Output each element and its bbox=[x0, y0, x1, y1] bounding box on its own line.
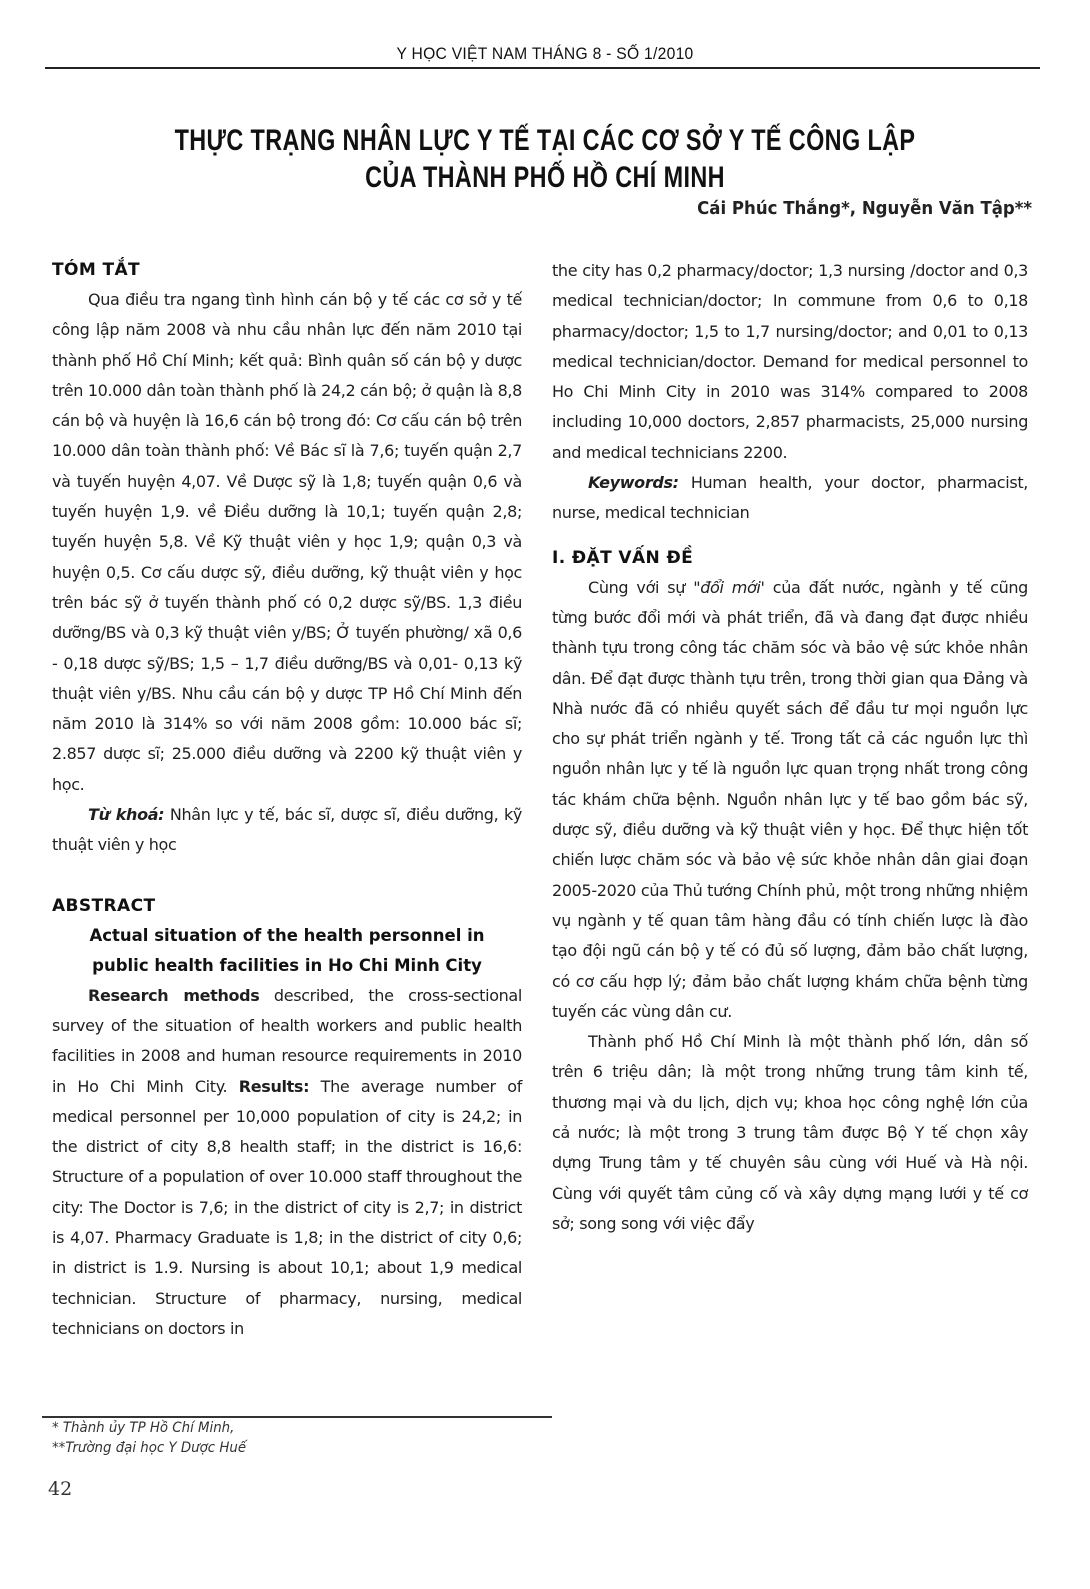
header-rule bbox=[45, 67, 1040, 69]
footnote-2: **Trường đại học Y Dược Huế bbox=[52, 1440, 247, 1456]
section-1-p1-italic: đổi mới' bbox=[700, 577, 765, 597]
abstract-title-line-1: Actual situation of the health personnel in bbox=[89, 925, 485, 945]
section-1-heading: I. ĐẶT VẤN ĐỀ bbox=[552, 547, 694, 568]
abstract-methods-label: Research methods bbox=[88, 985, 260, 1005]
abstract-keywords-text: Human health, your doctor, pharmacist, nurse, medical technician bbox=[552, 473, 1028, 523]
tom-tat-keywords-label: Từ khoá: bbox=[88, 805, 165, 825]
abstract-results-text: The average number of medical personnel per 10,000 population of city is 24,2; in the district of city 8,8 health staff; in the district is 16,6: Structure of a population of over 10.000 staff throughout the city: The Doctor is 7,6; in the district of city is 2,7; in district is 4,07. Pharmacy Graduate is 1,8; in the district of city 0,6; in district is 1.9. Nursing is about 10,1; about 1,9 medical technician. Structure of pharmacy, nursing, medical technicians on doctors in bbox=[52, 1076, 522, 1338]
spacer bbox=[52, 861, 522, 891]
footnote-1: * Thành ủy TP Hồ Chí Minh, bbox=[52, 1420, 235, 1436]
abstract-keywords bbox=[552, 468, 1028, 529]
right-column bbox=[552, 256, 1028, 1239]
spacer bbox=[552, 529, 1028, 543]
tom-tat-heading: TÓM TẮT bbox=[52, 260, 141, 280]
footnotes bbox=[52, 1418, 246, 1458]
section-1-paragraph-1 bbox=[552, 573, 1028, 1027]
abstract-heading: ABSTRACT bbox=[52, 895, 156, 916]
article-title-line-1: THỰC TRẠNG NHÂN LỰC Y TẾ TẠI CÁC CƠ SỞ Y TẾ CÔNG LẬP bbox=[174, 124, 916, 158]
abstract-results-label: Results: bbox=[238, 1076, 310, 1096]
abstract-keywords-label: Keywords: bbox=[588, 473, 679, 493]
article-title bbox=[0, 122, 1090, 196]
authors: Cái Phúc Thắng*, Nguyễn Văn Tập** bbox=[697, 198, 1032, 219]
tom-tat-keywords bbox=[52, 800, 522, 861]
tom-tat-keywords-text: Nhân lực y tế, bác sĩ, dược sĩ, điều dưỡng, kỹ thuật viên y học bbox=[52, 805, 522, 855]
abstract-body bbox=[52, 981, 522, 1345]
abstract-continued: the city has 0,2 pharmacy/doctor; 1,3 nursing /doctor and 0,3 medical technician/doctor; In commune from 0,6 to 0,18 pharmacy/doctor; 1,5 to 1,7 nursing/doctor; and 0,01 to 0,13 medical technician/doctor. Demand for medical personnel to Ho Chi Minh City in 2010 was 314% compared to 2008 including 10,000 doctors, 2,857 pharmacists, 25,000 nursing and medical technicians 2200. bbox=[552, 261, 1028, 462]
journal-running-header: Y HỌC VIỆT NAM THÁNG 8 - SỐ 1/2010 bbox=[396, 44, 694, 63]
left-column bbox=[52, 255, 522, 1344]
section-1-p1-text-rest: của đất nước, ngành y tế cũng từng bước đổi mới và phát triển, đã và đang đạt được nhiều thành tựu trong công tác chăm sóc và bảo vệ sức khỏe nhân dân. Để đạt được thành tựu trên, trong thời gian qua Đảng và Nhà nước đã có nhiều quyết sách để đầu tư mọi nguồn lực cho sự phát triển ngành y tế. Trong tất cả các nguồn lực thì nguồn nhân lực y tế là nguồn lực quan trọng nhất trong công tác khám chữa bệnh. Nguồn nhân lực y tế bao gồm bác sỹ, dược sỹ, điều dưỡng và kỹ thuật viên y học. Để thực hiện tốt chiến lược chăm sóc và bảo vệ sức khỏe nhân dân giai đoạn 2005-2020 của Thủ tướng Chính phủ, một trong những nhiệm vụ ngành y tế quan tâm hàng đầu có tính chiến lược là đào tạo đội ngũ cán bộ y tế có đủ số lượng, đảm bảo chất lượng, có cơ cấu hợp lý; đảm bảo chất lượng khám chữa bệnh từng tuyến các vùng dân cư. bbox=[552, 577, 1028, 1021]
abstract-title-line-2: public health facilities in Ho Chi Minh City bbox=[92, 955, 482, 975]
article-title-line-2: CỦA THÀNH PHỐ HỒ CHÍ MINH bbox=[365, 161, 725, 195]
section-1-paragraph-2: Thành phố Hồ Chí Minh là một thành phố lớn, dân số trên 6 triệu dân; là một trong những trung tâm kinh tế, thương mại và du lịch, dịch vụ; khoa học công nghệ lớn của cả nước; là một trong 3 trung tâm được Bộ Y tế chọn xây dựng Trung tâm y tế chuyên sâu cùng với Huế và Hà nội. Cùng với quyết tâm củng cố và xây dựng mạng lưới y tế cơ sở; song song với việc đẩy bbox=[552, 1032, 1028, 1233]
section-1-p1-text-start: Cùng với sự " bbox=[588, 577, 701, 597]
abstract-methods-text: described, the cross-sectional survey of the situation of health workers and public health facilities in 2008 and human resource requirements in 2010 in Ho Chi Minh City. bbox=[52, 985, 522, 1096]
page-number: 42 bbox=[48, 1478, 73, 1500]
tom-tat-body: Qua điều tra ngang tình hình cán bộ y tế các cơ sở y tế công lập năm 2008 và nhu cầu nhân lực đến năm 2010 tại thành phố Hồ Chí Minh; kết quả: Bình quân số cán bộ y dược trên 10.000 dân toàn thành phố là 24,2 cán bộ; ở quận là 8,8 cán bộ và huyện là 16,6 cán bộ trong đó: Cơ cấu cán bộ trên 10.000 dân toàn thành phố: Về Bác sĩ là 7,6; tuyến quận 2,7 và tuyến huyện 4,07. Về Dược sỹ là 1,8; tuyến quận 0,6 và tuyến huyện 1,9. về Điều dưỡng là 10,1; tuyến quận 2,8; tuyến huyện 5,8. Về Kỹ thuật viên y học 1,9; quận 0,3 và huyện 0,5. Cơ cấu dược sỹ, điều dưỡng, kỹ thuật viên y học trên bác sỹ ở tuyến thành phố có 0,2 dược sỹ/BS. 1,3 điều dưỡng/BS và 0,3 kỹ thuật viên y/BS; Ở tuyến phường/ xã 0,6 - 0,18 dược sỹ/BS; 1,5 – 1,7 điều dưỡng/BS và 0,01- 0,13 kỹ thuật viên y/BS. Nhu cầu cán bộ y dược TP Hồ Chí Minh đến năm 2010 là 314% so với năm 2008 gồm: 10.000 bác sĩ; 2.857 dược sĩ; 25.000 điều dưỡng và 2200 kỹ thuật viên y học. bbox=[52, 290, 522, 794]
